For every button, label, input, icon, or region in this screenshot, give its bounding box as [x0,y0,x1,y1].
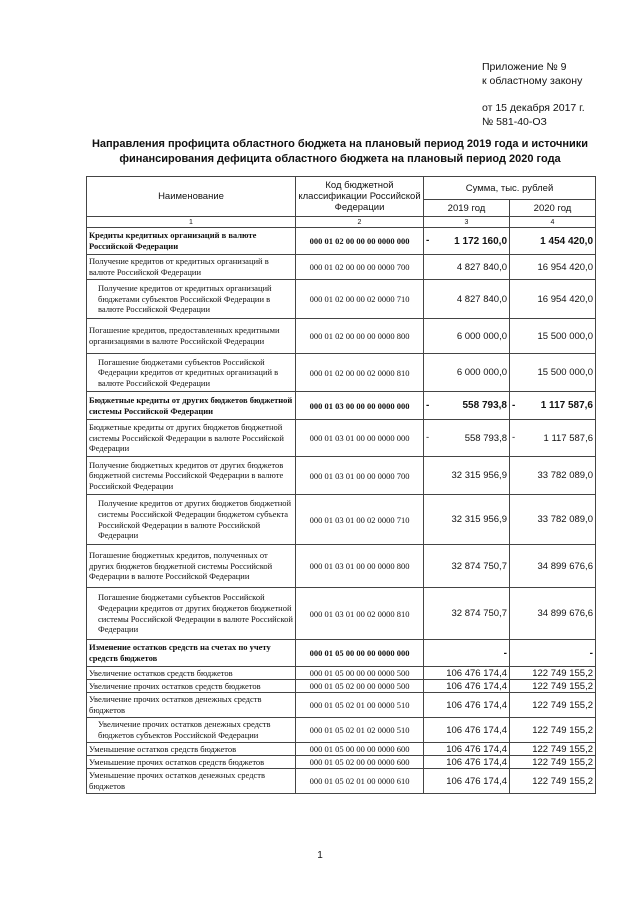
row-code: 000 01 03 01 00 00 0000 000 [296,420,424,457]
minus-sign: - [512,399,516,411]
row-name: Увеличение прочих остатков денежных средств бюджетов [87,693,296,718]
row-value-2019 [424,319,510,354]
attachment-line-1: Приложение № 9 [482,61,567,73]
value-2019: 106 476 174,4 [446,667,507,679]
table-row [87,743,596,756]
row-value-2019 [424,693,510,718]
row-code: 000 01 05 00 00 00 0000 500 [296,667,424,680]
table-row [87,420,596,457]
row-value-2020 [510,392,596,420]
row-code: 000 01 03 01 00 02 0000 810 [296,588,424,640]
table-row [87,319,596,354]
row-value-2019 [424,420,510,457]
value-2020: 34 899 676,6 [537,560,593,572]
header-year-2019: 2019 год [424,200,510,217]
row-name: Уменьшение прочих остатков денежных средств бюджетов [87,769,296,794]
row-code: 000 01 03 01 00 00 0000 800 [296,545,424,588]
row-name: Погашение бюджетами субъектов Российской Федерации кредитов от кредитных организаций в валюте Российской Федерации [87,354,296,392]
table-row [87,680,596,693]
row-value-2020 [510,743,596,756]
row-value-2020 [510,280,596,319]
row-code: 000 01 03 00 00 00 0000 000 [296,392,424,420]
column-number-3: 3 [424,217,510,228]
column-number-1: 1 [87,217,296,228]
row-name: Получение кредитов от кредитных организаций бюджетами субъектов Российской Федерации в валюте Российской Федерации [87,280,296,319]
table-row [87,756,596,769]
row-value-2019 [424,392,510,420]
value-2019: 106 476 174,4 [446,756,507,768]
row-code: 000 01 02 00 00 00 0000 800 [296,319,424,354]
value-2020: 34 899 676,6 [537,608,593,619]
value-2019: 1 172 160,0 [454,235,507,247]
value-2019: 32 874 750,7 [451,560,507,572]
row-value-2020 [510,756,596,769]
table-row [87,457,596,495]
table-row [87,769,596,794]
row-name: Кредиты кредитных организаций в валюте Российской Федерации [87,228,296,255]
value-2020: 1 117 587,6 [540,400,593,411]
row-value-2019 [424,640,510,667]
minus-sign: - [512,431,516,443]
row-name: Погашение бюджетами субъектов Российской Федерации кредитов от других бюджетов бюджетной системы Российской Федерации в валюте Российской Федерации [87,588,296,640]
row-value-2019 [424,756,510,769]
value-2020: 122 749 155,2 [532,699,593,711]
row-value-2019 [424,680,510,693]
value-2020: 1 117 587,6 [543,432,593,444]
row-name: Увеличение прочих остатков денежных средств бюджетов субъектов Российской Федерации [87,718,296,743]
row-name: Получение кредитов от кредитных организаций в валюте Российской Федерации [87,255,296,280]
column-number-4: 4 [510,217,596,228]
row-value-2019 [424,354,510,392]
budget-table [86,176,596,794]
value-2019: 106 476 174,4 [446,775,507,787]
row-value-2020 [510,693,596,718]
table-row [87,640,596,667]
value-2019: 106 476 174,4 [446,680,507,692]
table-row [87,588,596,640]
value-2019: 558 793,8 [464,432,507,444]
row-value-2020 [510,545,596,588]
row-name: Уменьшение остатков средств бюджетов [87,743,296,756]
row-value-2020 [510,718,596,743]
row-value-2020 [510,228,596,255]
page-number: 1 [317,850,323,861]
row-value-2019 [424,255,510,280]
value-2019: 106 476 174,4 [446,743,507,755]
attachment-note [482,60,585,129]
value-2020: 122 749 155,2 [532,724,593,736]
attachment-line-4: № 581-40-ОЗ [482,116,547,128]
header-code: Код бюджетной классификации Российской Федерации [296,177,424,217]
row-value-2019 [424,588,510,640]
row-name: Увеличение остатков средств бюджетов [87,667,296,680]
row-name: Погашение бюджетных кредитов, полученных от других бюджетов бюджетной системы Российской Федерации в валюте Российской Федерации [87,545,296,588]
value-2019: 6 000 000,0 [456,367,507,378]
row-name: Увеличение прочих остатков средств бюджетов [87,680,296,693]
row-value-2020 [510,588,596,640]
table-row [87,495,596,545]
table-row [87,545,596,588]
value-2020: - [589,647,593,659]
table-row [87,280,596,319]
table-row [87,255,596,280]
value-2019: 32 315 956,9 [451,514,507,525]
title-line-1: Направления профицита областного бюджета на плановый период 2019 года и источники [91,138,589,150]
row-code: 000 01 05 02 01 00 0000 510 [296,693,424,718]
row-value-2020 [510,420,596,457]
header-sum: Сумма, тыс. рублей [424,177,596,200]
minus-sign: - [426,234,430,246]
row-name: Получение бюджетных кредитов от других бюджетов бюджетной системы Российской Федерации в валюте Российской Федерации [87,457,296,495]
value-2020: 33 782 089,0 [537,470,593,481]
header-name: Наименование [87,177,296,217]
attachment-line-2: к областному закону [482,75,583,87]
value-2020: 122 749 155,2 [532,680,593,692]
value-2019: 4 827 840,0 [456,261,507,273]
document-title [90,137,590,167]
row-value-2020 [510,667,596,680]
table-row [87,693,596,718]
row-code: 000 01 02 00 00 00 0000 000 [296,228,424,255]
row-value-2020 [510,495,596,545]
minus-sign: - [426,431,430,443]
row-value-2019 [424,545,510,588]
row-code: 000 01 03 01 00 00 0000 700 [296,457,424,495]
title-line-2: финансирования дефицита областного бюджета на плановый период 2020 года [119,153,561,165]
value-2019: - [503,647,507,659]
header-year-2020: 2020 год [510,200,596,217]
table-row [87,392,596,420]
row-value-2019 [424,743,510,756]
value-2020: 16 954 420,0 [537,261,593,273]
value-2020: 16 954 420,0 [537,293,593,305]
row-name: Получение кредитов от других бюджетов бюджетной системы Российской Федерации бюджетом субъекта Российской Федерации в валюте Российской Федерации [87,495,296,545]
row-code: 000 01 05 02 01 00 0000 610 [296,769,424,794]
row-name: Бюджетные кредиты от других бюджетов бюджетной системы Российской Федерации [87,392,296,420]
value-2019: 106 476 174,4 [446,724,507,736]
table-row [87,354,596,392]
value-2020: 122 749 155,2 [532,775,593,787]
value-2020: 15 500 000,0 [537,330,593,342]
row-name: Изменение остатков средств на счетах по учету средств бюджетов [87,640,296,667]
row-value-2020 [510,255,596,280]
row-code: 000 01 05 02 00 00 0000 500 [296,680,424,693]
value-2020: 15 500 000,0 [537,367,593,378]
minus-sign: - [426,399,430,411]
row-name: Уменьшение прочих остатков средств бюджетов [87,756,296,769]
row-value-2019 [424,769,510,794]
row-value-2020 [510,319,596,354]
column-number-2: 2 [296,217,424,228]
row-code: 000 01 02 00 00 00 0000 700 [296,255,424,280]
row-code: 000 01 05 00 00 00 0000 000 [296,640,424,667]
table-row [87,228,596,255]
attachment-line-3: от 15 декабря 2017 г. [482,102,585,114]
table-row [87,667,596,680]
row-value-2020 [510,354,596,392]
row-value-2019 [424,718,510,743]
row-value-2019 [424,495,510,545]
row-value-2020 [510,680,596,693]
row-value-2019 [424,280,510,319]
row-code: 000 01 05 00 00 00 0000 600 [296,743,424,756]
row-value-2020 [510,640,596,667]
value-2019: 4 827 840,0 [456,293,507,305]
value-2020: 33 782 089,0 [537,514,593,525]
value-2020: 1 454 420,0 [540,235,593,247]
row-name: Бюджетные кредиты от других бюджетов бюджетной системы Российской Федерации в валюте Российской Федерации [87,420,296,457]
value-2020: 122 749 155,2 [532,667,593,679]
row-name: Погашение кредитов, предоставленных кредитными организациями в валюте Российской Федерации [87,319,296,354]
row-code: 000 01 03 01 00 02 0000 710 [296,495,424,545]
value-2020: 122 749 155,2 [532,756,593,768]
row-code: 000 01 02 00 00 02 0000 810 [296,354,424,392]
table-row [87,718,596,743]
value-2019: 6 000 000,0 [456,330,507,342]
row-value-2020 [510,457,596,495]
row-value-2019 [424,228,510,255]
value-2019: 558 793,8 [462,400,507,411]
row-value-2020 [510,769,596,794]
value-2020: 122 749 155,2 [532,743,593,755]
value-2019: 106 476 174,4 [446,699,507,711]
row-code: 000 01 02 00 00 02 0000 710 [296,280,424,319]
row-value-2019 [424,667,510,680]
row-code: 000 01 05 02 00 00 0000 600 [296,756,424,769]
value-2019: 32 315 956,9 [451,470,507,481]
row-value-2019 [424,457,510,495]
row-code: 000 01 05 02 01 02 0000 510 [296,718,424,743]
value-2019: 32 874 750,7 [451,608,507,619]
